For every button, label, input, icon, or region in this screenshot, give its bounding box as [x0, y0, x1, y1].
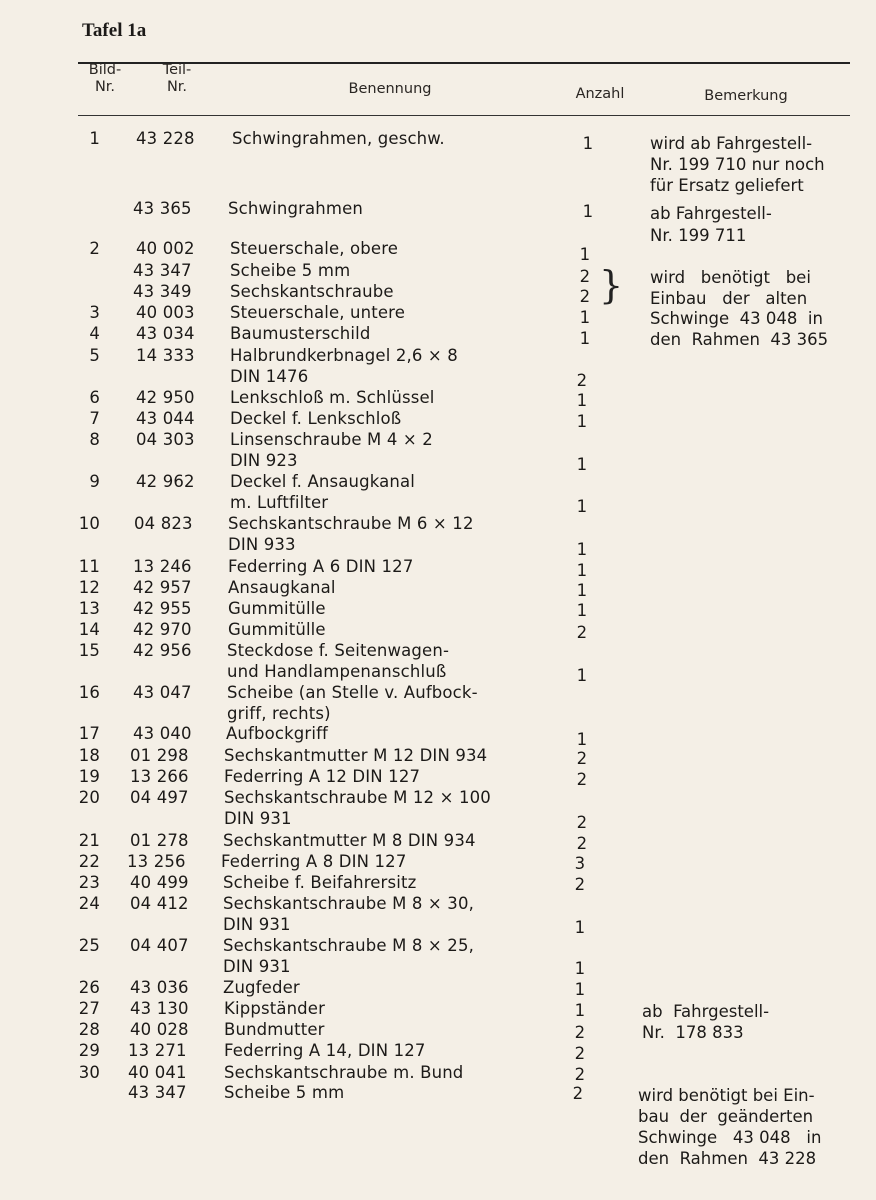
benennung-cell: Gummitülle: [228, 620, 326, 639]
anzahl-cell: 1: [579, 308, 591, 327]
bild-nr-cell: 7: [89, 409, 100, 428]
bild-nr-cell: 30: [78, 1063, 100, 1082]
teil-nr-cell: 43 347: [128, 1083, 187, 1102]
teil-nr-cell: 43 040: [133, 724, 192, 743]
anzahl-cell: 1: [574, 980, 586, 999]
bild-nr-cell: 15: [78, 641, 100, 660]
benennung-cell: Halbrundkerbnagel 2,6 × 8: [230, 346, 458, 365]
teil-nr-cell: 40 003: [136, 303, 195, 322]
benennung-cell: Scheibe 5 mm: [230, 261, 351, 280]
anzahl-cell: 2: [576, 813, 588, 832]
benennung-cell: Steuerschale, obere: [230, 239, 399, 258]
teil-nr-cell: 04 823: [134, 514, 193, 533]
anzahl-cell: 1: [579, 329, 591, 348]
anzahl-cell: 1: [574, 918, 586, 937]
teil-nr-cell: 43 228: [136, 129, 195, 148]
anzahl-cell: 2: [574, 1044, 586, 1063]
remark-line: Nr. 178 833: [642, 1023, 744, 1042]
bild-nr-cell: 19: [78, 767, 100, 786]
remark-line: den Rahmen 43 228: [638, 1149, 817, 1168]
teil-nr-cell: 42 950: [136, 388, 195, 407]
benennung-cell: Schwingrahmen, geschw.: [232, 129, 445, 148]
teil-nr-cell: 13 256: [127, 852, 186, 871]
anzahl-cell: 1: [576, 497, 588, 516]
benennung-cell: Sechskantschraube m. Bund: [224, 1063, 464, 1082]
bild-nr-cell: 5: [89, 346, 100, 365]
bild-nr-cell: 11: [78, 557, 100, 576]
header-bild-nr: Bild- Nr.: [88, 62, 122, 95]
teil-nr-cell: 42 956: [133, 641, 192, 660]
benennung-cell: Scheibe (an Stelle v. Aufbock-: [227, 683, 478, 702]
anzahl-cell: 1: [576, 581, 588, 600]
remark-line: den Rahmen 43 365: [650, 329, 829, 349]
teil-nr-cell: 13 246: [133, 557, 192, 576]
anzahl-cell: 2: [576, 770, 588, 789]
remark-line: wird benötigt bei Ein-: [638, 1086, 815, 1105]
bild-nr-cell: 10: [78, 514, 100, 533]
benennung-cell: Deckel f. Lenkschloß: [230, 409, 402, 428]
bild-nr-cell: 28: [78, 1020, 100, 1039]
remark-line: Nr. 199 711: [650, 226, 747, 245]
teil-nr-cell: 01 278: [130, 831, 189, 850]
benennung-cell: Federring A 14, DIN 127: [224, 1041, 426, 1060]
anzahl-cell: 2: [579, 287, 591, 306]
bild-nr-cell: 9: [89, 472, 100, 491]
benennung-cell: Linsenschraube M 4 × 2: [230, 430, 433, 449]
anzahl-cell: 2: [572, 1084, 584, 1103]
benennung-cell: Zugfeder: [223, 978, 300, 997]
teil-nr-cell: 42 970: [133, 620, 192, 639]
benennung-cell: Sechskantschraube: [230, 282, 394, 301]
teil-nr-cell: 14 333: [136, 346, 195, 365]
teil-nr-cell: 04 303: [136, 430, 195, 449]
anzahl-cell: 1: [582, 134, 594, 153]
anzahl-cell: 1: [576, 540, 588, 559]
benennung-cell: Deckel f. Ansaugkanal: [230, 472, 416, 491]
benennung-cell: Lenkschloß m. Schlüssel: [230, 388, 435, 407]
page-title: Tafel 1a: [82, 20, 147, 41]
remark-line: ab Fahrgestell-: [650, 204, 772, 223]
teil-nr-cell: 43 347: [133, 261, 192, 280]
teil-nr-cell: 40 002: [136, 239, 195, 258]
teil-nr-cell: 40 499: [130, 873, 189, 892]
bild-nr-cell: 2: [89, 239, 100, 258]
bild-nr-cell: 24: [78, 894, 100, 913]
bild-nr-cell: 26: [78, 978, 100, 997]
benennung-cell: und Handlampenanschluß: [227, 662, 447, 681]
anzahl-cell: 2: [574, 1023, 586, 1042]
teil-nr-cell: 43 349: [133, 282, 192, 301]
bild-nr-cell: 16: [78, 683, 100, 702]
anzahl-cell: 1: [576, 730, 588, 749]
bild-nr-cell: 1: [89, 129, 100, 148]
teil-nr-cell: 43 130: [130, 999, 189, 1018]
benennung-cell: Schwingrahmen: [228, 199, 363, 218]
benennung-cell: Bundmutter: [224, 1020, 325, 1039]
header-anzahl: Anzahl: [575, 86, 625, 102]
anzahl-cell: 2: [576, 623, 588, 642]
benennung-cell: DIN 933: [228, 535, 296, 554]
header-teil-nr: Teil- Nr.: [162, 62, 192, 95]
teil-nr-cell: 43 044: [136, 409, 195, 428]
bild-nr-cell: 12: [78, 578, 100, 597]
anzahl-cell: 1: [576, 561, 588, 580]
bild-nr-cell: 3: [89, 303, 100, 322]
bild-nr-cell: 20: [78, 788, 100, 807]
bild-nr-cell: 13: [78, 599, 100, 618]
remark-line: Nr. 199 710 nur noch: [650, 155, 825, 174]
bild-nr-cell: 21: [78, 831, 100, 850]
bild-nr-cell: 27: [78, 999, 100, 1018]
teil-nr-cell: 43 365: [133, 199, 192, 218]
remark-line: Schwinge 43 048 in: [638, 1128, 822, 1147]
anzahl-cell: 1: [579, 245, 591, 264]
anzahl-cell: 2: [579, 267, 591, 286]
anzahl-cell: 3: [574, 854, 586, 873]
anzahl-cell: 1: [574, 959, 586, 978]
bild-nr-cell: 4: [89, 324, 100, 343]
benennung-cell: Baumusterschild: [230, 324, 371, 343]
teil-nr-cell: 04 407: [130, 936, 189, 955]
remark-line: Schwinge 43 048 in: [650, 309, 823, 328]
benennung-cell: Scheibe f. Beifahrersitz: [223, 873, 417, 892]
benennung-cell: Federring A 6 DIN 127: [228, 557, 414, 576]
anzahl-cell: 1: [576, 391, 588, 410]
benennung-cell: DIN 931: [224, 809, 292, 828]
teil-nr-cell: 13 271: [128, 1041, 187, 1060]
teil-nr-cell: 42 962: [136, 472, 195, 491]
benennung-cell: Kippständer: [224, 999, 326, 1018]
anzahl-cell: 1: [576, 412, 588, 431]
teil-nr-cell: 40 028: [130, 1020, 189, 1039]
remark-line: ab Fahrgestell-: [642, 1002, 770, 1021]
teil-nr-cell: 40 041: [128, 1063, 187, 1082]
benennung-cell: DIN 931: [223, 915, 291, 934]
benennung-cell: Sechskantmutter M 12 DIN 934: [224, 746, 488, 765]
remark-line: wird ab Fahrgestell-: [650, 134, 813, 153]
benennung-cell: Sechskantschraube M 12 × 100: [224, 788, 491, 807]
benennung-cell: Steckdose f. Seitenwagen-: [227, 641, 450, 660]
header-bemerkung: Bemerkung: [704, 88, 788, 104]
teil-nr-cell: 42 955: [133, 599, 192, 618]
remark-line: für Ersatz geliefert: [650, 176, 804, 195]
teil-nr-cell: 04 412: [130, 894, 189, 913]
anzahl-cell: 1: [582, 202, 594, 221]
remark-line: Einbau der alten: [650, 288, 808, 308]
benennung-cell: Ansaugkanal: [228, 578, 336, 597]
benennung-cell: DIN 931: [223, 957, 291, 976]
teil-nr-cell: 01 298: [130, 746, 189, 765]
bild-nr-cell: 29: [78, 1041, 100, 1060]
benennung-cell: Sechskantschraube M 8 × 30,: [223, 894, 474, 913]
benennung-cell: DIN 923: [230, 451, 298, 470]
anzahl-cell: 1: [576, 666, 588, 685]
anzahl-cell: 2: [574, 1065, 586, 1084]
benennung-cell: Steuerschale, untere: [230, 303, 406, 322]
bild-nr-cell: 23: [78, 873, 100, 892]
header-benennung: Benennung: [348, 81, 432, 97]
remark-line: bau der geänderten: [638, 1107, 814, 1126]
benennung-cell: DIN 1476: [230, 367, 309, 386]
anzahl-cell: 2: [576, 371, 588, 390]
benennung-cell: Sechskantschraube M 8 × 25,: [223, 936, 474, 955]
anzahl-cell: 2: [576, 749, 588, 768]
bild-nr-cell: 14: [78, 620, 100, 639]
anzahl-cell: 2: [576, 834, 588, 853]
benennung-cell: Sechskantmutter M 8 DIN 934: [223, 831, 476, 850]
anzahl-cell: 2: [574, 875, 586, 894]
bild-nr-cell: 17: [78, 724, 100, 743]
bild-nr-cell: 25: [78, 936, 100, 955]
anzahl-cell: 1: [574, 1001, 586, 1020]
benennung-cell: Gummitülle: [228, 599, 326, 618]
bild-nr-cell: 6: [89, 388, 100, 407]
benennung-cell: Federring A 8 DIN 127: [221, 852, 407, 871]
benennung-cell: Federring A 12 DIN 127: [224, 767, 421, 786]
benennung-cell: m. Luftfilter: [230, 493, 329, 512]
bild-nr-cell: 22: [78, 852, 100, 871]
benennung-cell: Aufbockgriff: [226, 724, 329, 743]
teil-nr-cell: 43 036: [130, 978, 189, 997]
teil-nr-cell: 43 047: [133, 683, 192, 702]
bild-nr-cell: 8: [89, 430, 100, 449]
benennung-cell: Scheibe 5 mm: [224, 1083, 345, 1102]
teil-nr-cell: 43 034: [136, 324, 195, 343]
benennung-cell: griff, rechts): [227, 704, 331, 723]
remark-line: wird benötigt bei: [650, 268, 811, 287]
teil-nr-cell: 13 266: [130, 767, 189, 786]
benennung-cell: Sechskantschraube M 6 × 12: [228, 514, 474, 533]
anzahl-cell: 1: [576, 455, 588, 474]
brace-mark: }: [599, 263, 624, 307]
anzahl-cell: 1: [576, 601, 588, 620]
teil-nr-cell: 42 957: [133, 578, 192, 597]
bild-nr-cell: 18: [78, 746, 100, 765]
teil-nr-cell: 04 497: [130, 788, 189, 807]
